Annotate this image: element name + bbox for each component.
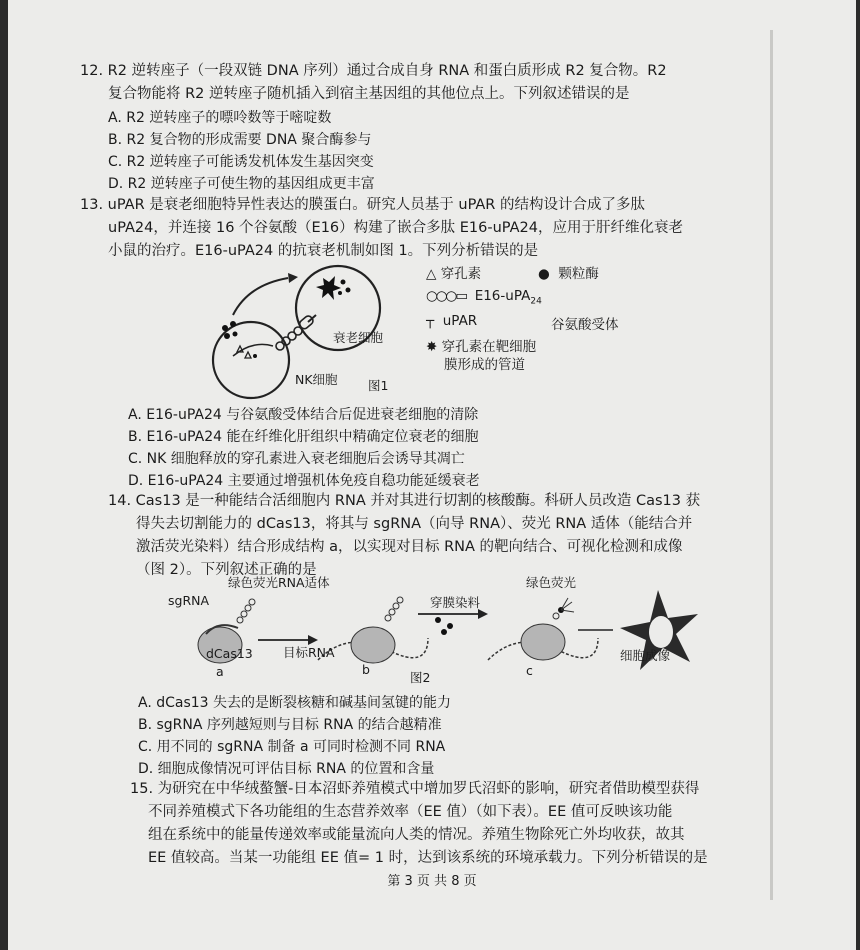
question-14-line: 激活荧光染料）结合形成结构 a，以实现对目标 RNA 的靶向结合、可视化检测和成像	[136, 539, 683, 555]
figure-1-caption: 图1	[368, 378, 389, 393]
q14-option-b: B. sgRNA 序列越短则与目标 RNA 的结合越精准	[138, 717, 442, 733]
structure-a-label: a	[216, 664, 224, 679]
q14-option-a: A. dCas13 失去的是断裂核糖和碱基间氢键的能力	[138, 695, 452, 711]
legend-upar: ┬ uPAR	[426, 313, 478, 329]
question-14-line: 14. Cas13 是一种能结合活细胞内 RNA 并对其进行切割的核酸酶。科研人员改造 Cas13 获	[108, 493, 701, 509]
question-14-line: 得失去切割能力的 dCas13，将其与 sgRNA（向导 RNA）、荧光 RNA 适体（能结合并	[136, 516, 693, 532]
q13-option-d: D. E16-uPA24 主要通过增强机体免疫自稳功能延缓衰老	[128, 473, 480, 489]
legend-granzyme: ● 颗粒酶	[538, 266, 599, 282]
figure-2-caption: 图2	[410, 670, 431, 685]
q13-option-c: C. NK 细胞释放的穿孔素进入衰老细胞后会诱导其凋亡	[128, 451, 465, 467]
q12-option-b: B. R2 复合物的形成需要 DNA 聚合酶参与	[108, 132, 372, 148]
question-13-stem	[80, 194, 683, 263]
exam-page	[8, 0, 856, 950]
target-rna-label: 目标RNA	[283, 645, 335, 660]
question-15-line: 不同养殖模式下各功能组的生态营养效率（EE 值）（如下表）。EE 值可反映该功能	[148, 804, 673, 820]
question-14-line: （图 2）。下列叙述正确的是	[136, 562, 317, 578]
question-15-stem	[130, 778, 708, 870]
q13-option-b: B. E16-uPA24 能在纤维化肝组织中精确定位衰老的细胞	[128, 429, 479, 445]
q12-option-a: A. R2 逆转座子的嘌呤数等于嘧啶数	[108, 110, 332, 126]
nk-cell-label: NK细胞	[295, 372, 338, 387]
question-15-line: 组在系统中的能量传递效率或能量流向人类的情况。养殖生物除死亡外均收获，故其	[148, 827, 685, 843]
question-12-line: 复合物能将 R2 逆转座子随机插入到宿主基因组的其他位点上。下列叙述错误的是	[108, 86, 630, 102]
dye-label: 穿膜染料	[430, 595, 481, 610]
q14-option-d: D. 细胞成像情况可评估目标 RNA 的位置和含量	[138, 761, 435, 777]
question-12-line: 12. R2 逆转座子（一段双链 DNA 序列）通过合成自身 RNA 和蛋白质形成 R2 复合物。R2	[80, 63, 667, 79]
receptor-icon: ┬	[426, 313, 435, 329]
star-channel-icon: ✸	[426, 339, 438, 355]
page-edge-line	[770, 30, 773, 900]
q13-option-a: A. E16-uPA24 与谷氨酸受体结合后促进衰老细胞的清除	[128, 407, 479, 423]
legend-perforin: △ 穿孔素	[426, 266, 482, 282]
structure-c-icon	[488, 598, 598, 660]
question-13-line: 小鼠的治疗。E16-uPA24 的抗衰老机制如图 1。下列分析错误的是	[108, 243, 539, 259]
question-13-line: 13. uPAR 是衰老细胞特异性表达的膜蛋白。研究人员基于 uPAR 的结构设计合成了多肽	[80, 197, 645, 213]
green-fluor-label: 绿色荧光	[526, 575, 577, 590]
curved-arrow-icon	[233, 278, 288, 315]
question-13-line: uPA24，并连接 16 个谷氨酸（E16）构建了嵌合多肽 E16-uPA24，应用于肝纤维化衰老	[108, 220, 683, 236]
page-footer: 第 3 页 共 8 页	[387, 874, 477, 889]
imaging-label: 细胞成像	[620, 648, 671, 663]
aptamer-label: 绿色荧光RNA适体	[228, 575, 330, 590]
q12-option-c: C. R2 逆转座子可能诱发机体发生基因突变	[108, 154, 374, 170]
question-15-line: EE 值较高。当某一功能组 EE 值= 1 时，达到该系统的环境承载力。下列分析错误的是	[148, 850, 708, 866]
senescent-cell-label: 衰老细胞	[333, 330, 384, 345]
legend-e16-upa24: ○○○▭ E16-uPA$_{24}$	[426, 288, 542, 307]
question-15-line: 15. 为研究在中华绒螯蟹-日本沼虾养殖模式中增加罗氏沼虾的影响，研究者借助模型获得	[130, 781, 700, 797]
triangle-icon: △	[426, 266, 437, 282]
q14-option-c: C. 用不同的 sgRNA 制备 a 可同时检测不同 RNA	[138, 739, 446, 755]
e16-upa24-chain-icon	[276, 314, 316, 350]
dcas13-label: dCas13	[206, 646, 253, 661]
nk-cell-icon	[213, 322, 289, 398]
question-12-stem	[80, 60, 667, 106]
structure-c-label: c	[526, 663, 533, 678]
black-dot-icon: ●	[538, 266, 550, 282]
chain-icon: ○○○▭	[426, 288, 467, 304]
legend-channel: ✸ 穿孔素在靶细胞 膜形成的管道	[426, 339, 537, 373]
perforin-channel-icon	[316, 276, 341, 300]
legend-glu-receptor: 谷氨酸受体	[551, 317, 619, 333]
sgrna-label: sgRNA	[168, 593, 210, 608]
structure-b-label: b	[362, 662, 370, 677]
q12-option-d: D. R2 逆转座子可使生物的基因组成更丰富	[108, 176, 375, 192]
question-14-stem	[108, 490, 700, 582]
